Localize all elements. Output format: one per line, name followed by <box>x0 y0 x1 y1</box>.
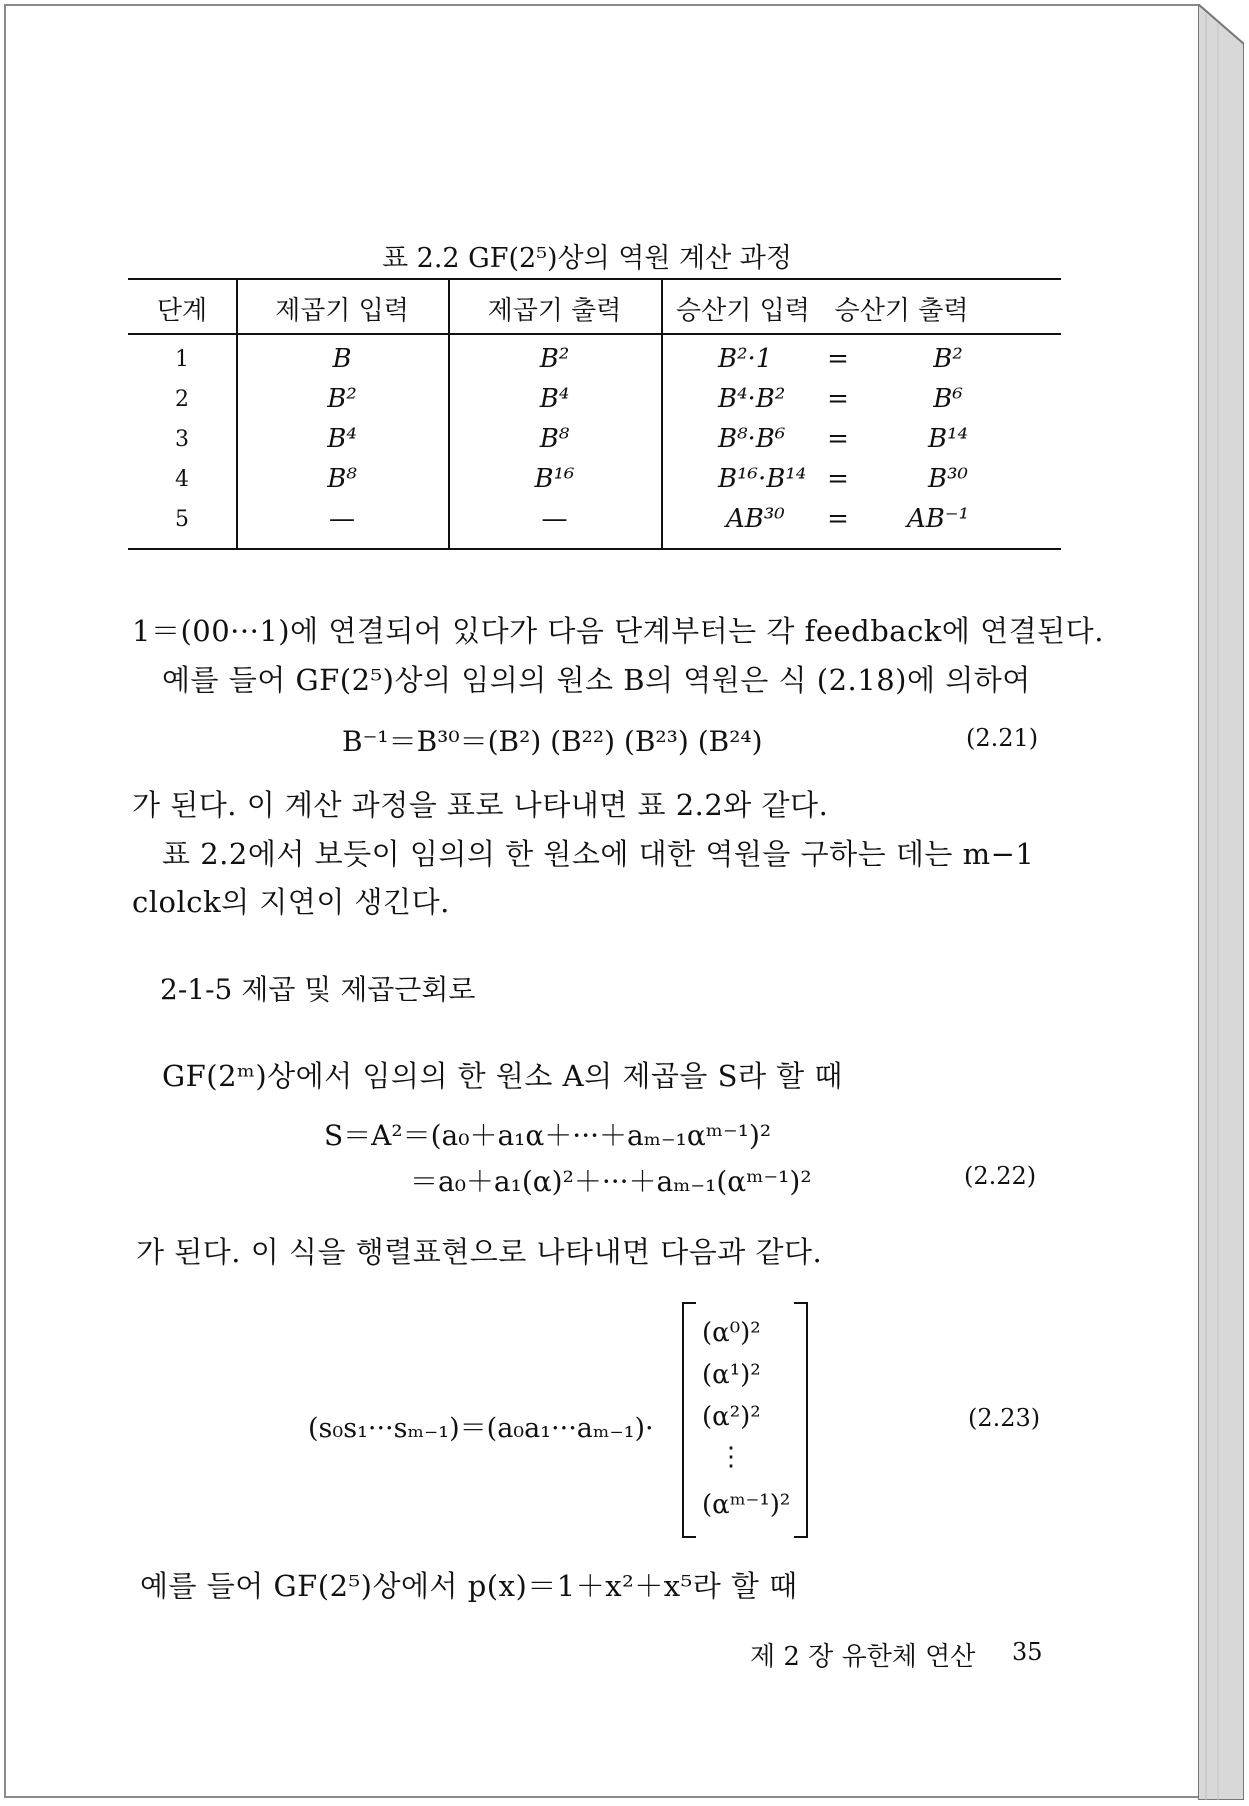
multiplier-output-cell: B¹⁴ <box>928 424 968 454</box>
matrix-entry: (α⁰)² <box>702 1318 761 1348</box>
equation-number-2-23: (2.23) <box>968 1404 1041 1432</box>
section-heading: 2-1-5 제곱 및 제곱근회로 <box>160 973 476 1006</box>
multiplier-input-cell: B²·1 <box>718 344 773 374</box>
equals-cell: = <box>827 464 849 494</box>
step-cell: 1 <box>175 347 189 372</box>
multiplier-input-cell: B⁸·B⁶ <box>718 424 786 454</box>
paragraph-delay-line-1: 표 2.2에서 보듯이 임의의 한 원소에 대한 역원을 구하는 데는 m−1 <box>162 837 1035 871</box>
squarer-input-cell: B⁸ <box>327 464 357 494</box>
matrix-right-bracket <box>794 1302 808 1538</box>
equation-2-23-lhs: (s₀s₁···sₘ₋₁)＝(a₀a₁···aₘ₋₁)· <box>308 1413 654 1444</box>
inverse-computation-table <box>128 278 1061 550</box>
multiplier-input-cell: B⁴·B² <box>718 384 786 414</box>
table-header-squarer-input: 제곱기 입력 <box>275 296 409 326</box>
matrix-left-bracket <box>682 1302 696 1538</box>
equation-2-22-line-1: S＝A²＝(a₀＋a₁α＋···＋aₘ₋₁αᵐ⁻¹)² <box>324 1119 772 1152</box>
paragraph-feedback: 1＝(00···1)에 연결되어 있다가 다음 단계부터는 각 feedback에 연결된다. <box>132 614 1104 648</box>
table-bottom-rule <box>128 548 1061 550</box>
table-header-step: 단계 <box>156 296 208 326</box>
table-header-rule <box>128 333 1061 335</box>
equals-cell: = <box>827 504 849 534</box>
multiplier-output-cell: B³⁰ <box>928 464 968 494</box>
table-header-squarer-output: 제곱기 출력 <box>487 296 622 326</box>
matrix-entry: (α¹)² <box>702 1360 761 1390</box>
multiplier-input-cell: AB³⁰ <box>726 504 785 534</box>
page-number: 35 <box>1012 1638 1043 1666</box>
paragraph-table-ref: 가 된다. 이 계산 과정을 표로 나타내면 표 2.2와 같다. <box>132 788 829 822</box>
step-cell: 3 <box>175 427 189 452</box>
paragraph-example: 예를 들어 GF(2⁵)상의 임의의 원소 B의 역원은 식 (2.18)에 의하여 <box>162 663 1031 697</box>
step-cell: 5 <box>175 507 189 532</box>
step-cell: 2 <box>175 387 189 412</box>
matrix-entry: ⋮ <box>718 1442 744 1472</box>
equals-cell: = <box>827 344 849 374</box>
page-content <box>6 6 1202 1800</box>
book-page <box>4 4 1200 1798</box>
matrix-entry: (α²)² <box>702 1402 761 1432</box>
squarer-output-cell: B² <box>539 344 570 374</box>
book-spine <box>1198 4 1244 1800</box>
equation-number-2-21: (2.21) <box>966 724 1039 752</box>
squarer-output-cell: B⁴ <box>539 384 570 414</box>
paragraph-square: GF(2ᵐ)상에서 임의의 한 원소 A의 제곱을 S라 할 때 <box>162 1059 843 1093</box>
squarer-input-cell: B² <box>327 384 357 414</box>
equation-2-21: B⁻¹＝B³⁰＝(B²) (B²²) (B²³) (B²⁴) <box>342 725 763 758</box>
table-caption: 표 2.2 GF(2⁵)상의 역원 계산 과정 <box>382 243 792 274</box>
multiplier-output-cell: AB⁻¹ <box>906 504 970 534</box>
running-footer-chapter: 제 2 장 유한체 연산 <box>750 1642 976 1672</box>
paragraph-matrix: 가 된다. 이 식을 행렬표현으로 나타내면 다음과 같다. <box>136 1235 823 1269</box>
equals-cell: = <box>827 384 849 414</box>
squarer-input-cell: — <box>329 504 355 534</box>
step-cell: 4 <box>175 467 189 492</box>
equals-cell: = <box>827 424 849 454</box>
paragraph-delay-line-2: clolck의 지연이 생긴다. <box>132 885 450 919</box>
table-header-multiplier: 승산기 입력 승산기 출력 <box>676 296 969 326</box>
squarer-output-cell: — <box>541 504 568 534</box>
table-top-rule <box>128 278 1061 280</box>
table-divider-3 <box>661 278 663 550</box>
paragraph-polynomial: 예를 들어 GF(2⁵)상에서 p(x)＝1＋x²＋x⁵라 할 때 <box>140 1569 798 1603</box>
squarer-input-cell: B <box>332 344 352 374</box>
matrix-entry: (αᵐ⁻¹)² <box>702 1490 791 1520</box>
squarer-output-cell: B⁸ <box>539 424 570 454</box>
multiplier-input-cell: B¹⁶·B¹⁴ <box>718 464 807 494</box>
squarer-input-cell: B⁴ <box>327 424 357 454</box>
equation-2-22-line-2: ＝a₀＋a₁(α)²＋···＋aₘ₋₁(αᵐ⁻¹)² <box>410 1165 812 1198</box>
squarer-output-cell: B¹⁶ <box>534 464 575 494</box>
equation-number-2-22: (2.22) <box>964 1162 1037 1190</box>
multiplier-output-cell: B² <box>933 344 963 374</box>
multiplier-output-cell: B⁶ <box>933 384 963 414</box>
